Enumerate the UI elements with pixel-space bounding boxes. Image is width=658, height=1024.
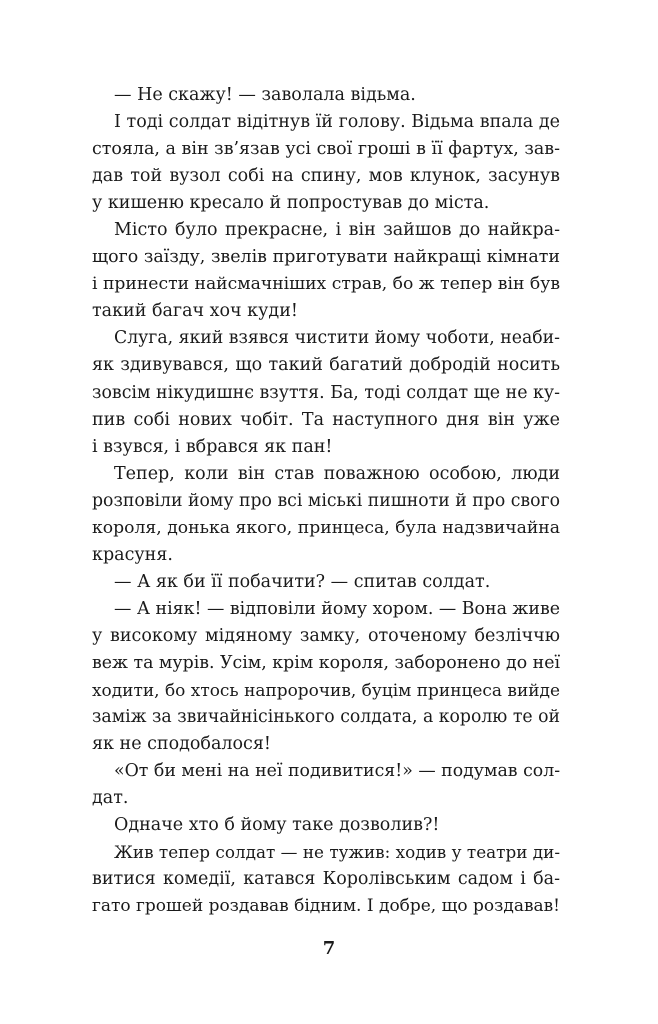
text-line: Слуга, який взявся чистити йому чоботи, неаби- — [114, 328, 560, 349]
text-line: Тепер, коли він став поважною особою, люди — [114, 463, 560, 484]
text-line: заміж за звичайнісінького солдата, а королю те ой — [92, 707, 560, 728]
text-line: як не сподобалося! — [92, 734, 271, 755]
text-line: красуня. — [92, 544, 173, 565]
text-line: дат. — [92, 788, 129, 809]
page-number: 7 — [322, 938, 336, 959]
text-line: Місто було прекрасне, і він зайшов до найкра- — [114, 220, 560, 241]
text-line: зовсім нікудишнє взуття. Ба, тоді солдат ще не ку- — [92, 382, 560, 403]
text-line: і принести найсмачніших страв, бо ж тепер він був — [92, 274, 560, 295]
text-line: короля, донька якого, принцеса, була надзвичайна — [92, 517, 560, 538]
text-line: пив собі нових чобіт. Та наступного дня він уже — [92, 409, 560, 430]
text-line: у кишеню кресало й попростував до міста. — [92, 193, 490, 214]
text-line: «От би мені на неї подивитися!» — подумав сол- — [114, 761, 561, 782]
text-line: Жив тепер солдат — не тужив: ходив у театри ди- — [114, 842, 560, 863]
text-line: витися комедії, катався Королівським садом і ба- — [92, 869, 560, 890]
text-line: — Не скажу! — заволала відьма. — [114, 85, 416, 105]
text-line: — А як би її побачити? — спитав солдат. — [114, 571, 491, 592]
text-line: дав той вузол собі на спину, мов клунок, засунув — [92, 166, 560, 187]
text-line: стояла, а він зв’язав усі свої гроші в її фартух, зав- — [92, 139, 560, 160]
text-line: і взувся, і вбрався як пан! — [92, 436, 333, 457]
text-line: веж та мурів. Усім, крім короля, заборонено до неї — [92, 652, 560, 673]
text-line: І тоді солдат відітнув їй голову. Відьма впала де — [114, 112, 560, 133]
text-line: Одначе хто б йому таке дозволив?! — [114, 815, 440, 836]
text-line: розповіли йому про всі міські пишноти й про свого — [92, 490, 560, 511]
text-line: — А ніяк! — відповіли йому хором. — Вона живе — [114, 598, 561, 619]
text-line: як здивувався, що такий багатий добродій носить — [92, 355, 560, 376]
text-line: щого заїзду, звелів приготувати найкращі кімнати — [92, 247, 560, 268]
text-line: гато грошей роздавав бідним. І добре, що роздавав! — [92, 896, 560, 917]
text-line: такий багач хоч куди! — [92, 301, 298, 322]
text-line: ходити, бо хтось напророчив, буцім принцеса вийде — [92, 680, 560, 701]
text-line: у високому мідяному замку, оточеному безліччю — [92, 625, 560, 646]
body-text — [92, 82, 560, 920]
